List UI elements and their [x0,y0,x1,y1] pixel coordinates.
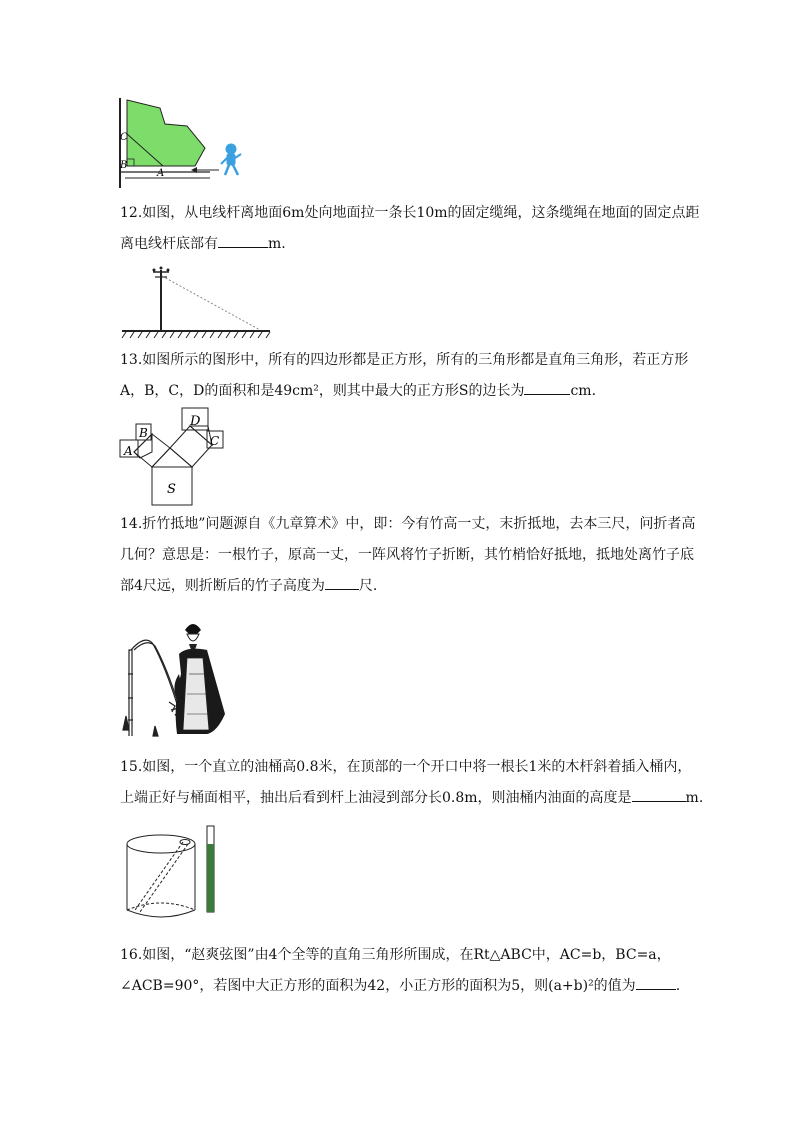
label-square-b: B [139,426,148,440]
label-square-a: A [124,444,133,458]
question-15 [120,752,705,814]
question-12-unit: m. [268,236,286,252]
figure-q14-bamboo-scholar [117,614,232,740]
label-a: A [157,168,165,179]
question-12 [120,198,705,260]
measuring-stick [207,826,214,912]
answer-blank-13[interactable] [524,380,570,395]
answer-blank-14[interactable] [325,575,359,590]
scholar-figure [174,624,225,734]
label-b: B [120,160,128,171]
question-13-unit: cm. [570,383,597,399]
green-shape [127,100,205,166]
question-16-text: 16.如图，“赵爽弦图”由4个全等的直角三角形所围成，在Rt△ABC中，AC=b，BC=a，∠ACB=90°，若图中大正方形的面积为42，小正方形的面积为5，则(a+b)²的值为 [120,947,671,994]
question-14-unit: 尺. [358,578,378,594]
figure-q13 [118,406,228,508]
figure-q12 [120,262,272,340]
question-15-text: 15.如图，一个直立的油桶高0.8米，在顶部的一个开口中将一根长1米的木杆斜着插入桶内，上端正好与桶面相平，抽出后看到杆上油浸到部分长0.8m，则油桶内油面的高度是 [120,759,692,806]
question-12-text: 12.如图，从电线杆离地面6m处向地面拉一条长10m的固定缆绳，这条缆绳在地面的固定点距离电线杆底部有 [120,205,700,252]
question-16 [120,940,705,1002]
person-icon [221,144,241,175]
figure-q15-oil-drum [125,824,225,920]
question-14-text: 14.折竹抵地”问题源自《九章算术》中，即：今有竹高一丈，末折抵地，去本三尺，问折者高几何？意思是：一根竹子，原高一丈，一阵风将竹子折断，其竹梢恰好抵地，抵地处离竹子底部4尺远，则折断后的竹子高度为 [120,516,696,594]
label-square-c: C [210,434,220,448]
label-square-d: D [190,414,201,429]
label-c: C [120,132,128,143]
answer-blank-16[interactable] [636,975,676,990]
oil-drum [127,835,195,917]
question-14 [120,509,705,602]
square-mid-right [170,426,212,467]
answer-blank-12[interactable] [218,233,268,248]
question-13-text: 13.如图所示的图形中，所有的四边形都是正方形，所有的三角形都是直角三角形，若正方形A，B，C，D的面积和是49cm²，则其中最大的正方形S的边长为 [120,352,689,399]
answer-blank-15[interactable] [632,787,686,802]
question-13 [120,345,705,407]
question-15-unit: m. [685,790,704,806]
label-square-s: S [167,482,176,497]
figure-q11 [115,96,250,192]
question-16-unit: . [675,978,681,994]
